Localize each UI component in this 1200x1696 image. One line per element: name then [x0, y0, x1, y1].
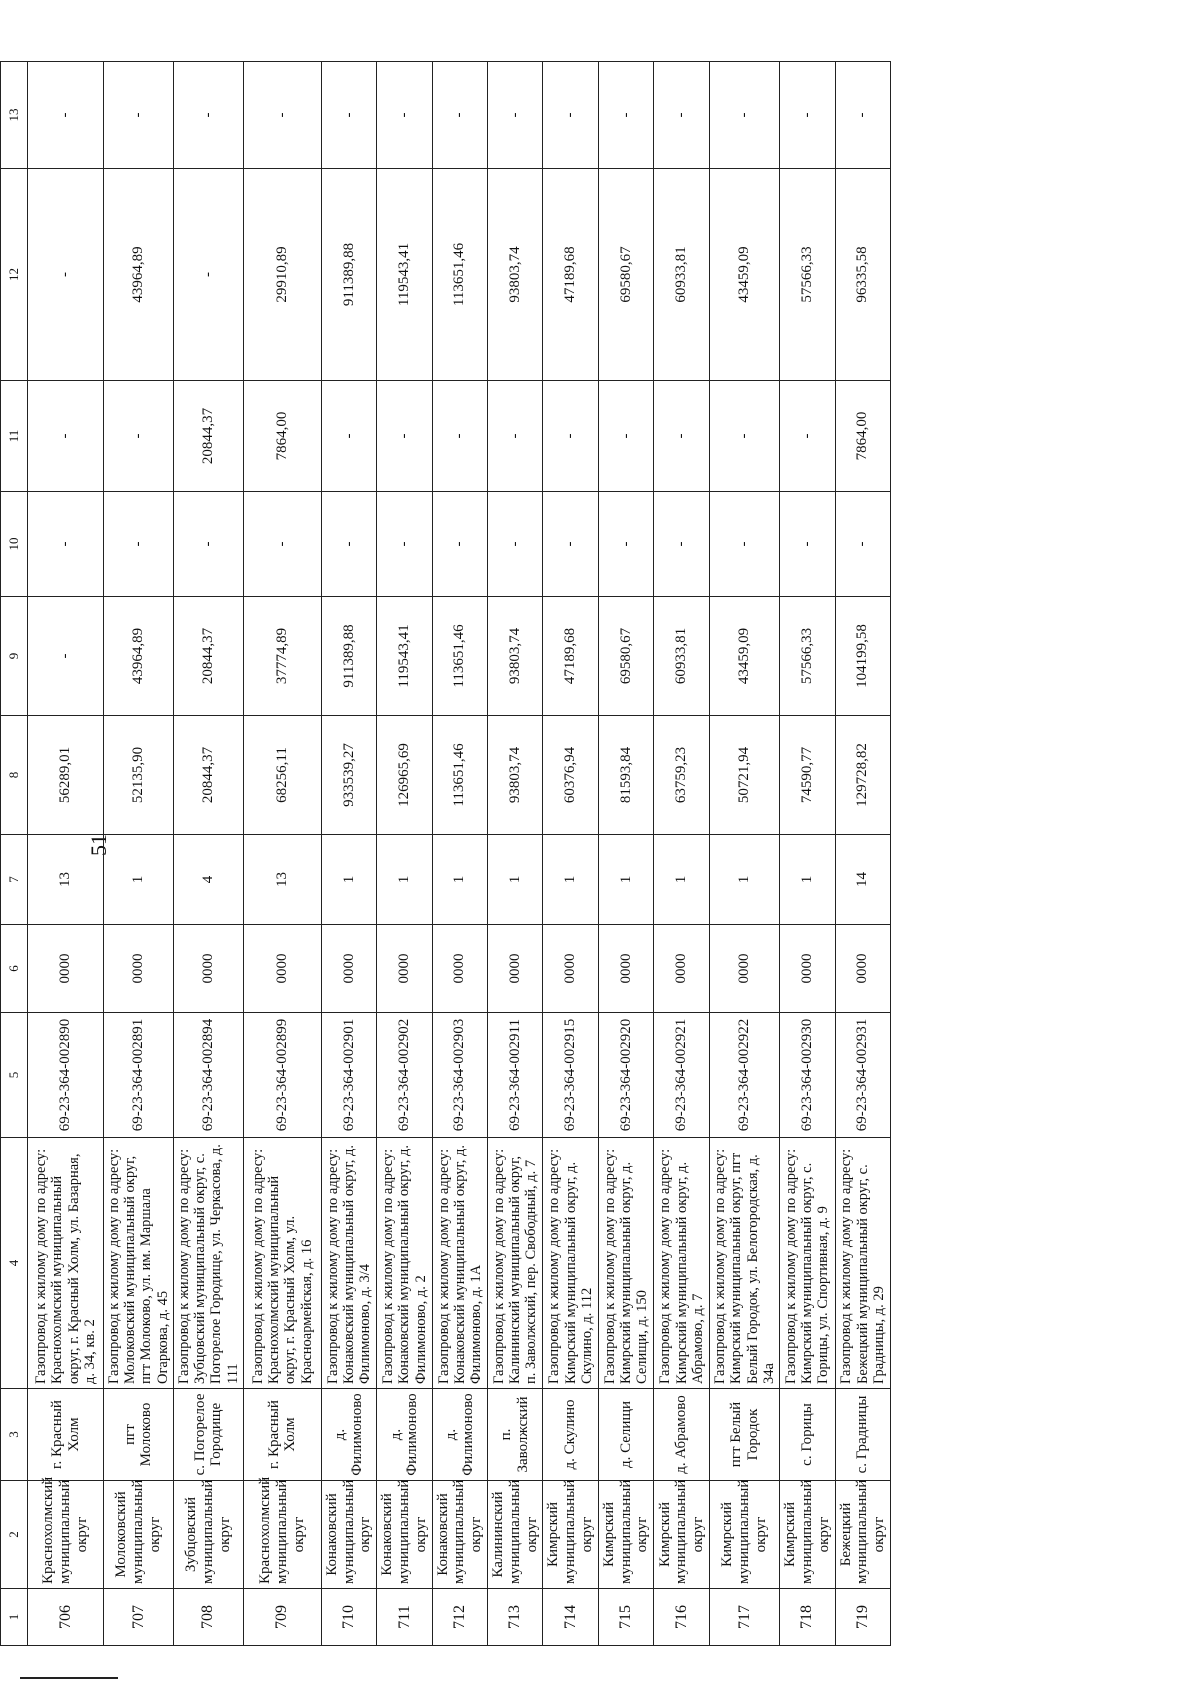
- district-cell: Конаковский муниципальный округ: [321, 1481, 376, 1589]
- col11-amount: -: [377, 381, 432, 492]
- col10-amount: -: [598, 492, 653, 597]
- col7-value: 1: [104, 835, 174, 925]
- row-number: 716: [654, 1589, 710, 1646]
- col7-value: 1: [543, 835, 598, 925]
- object-code: 69-23-364-002901: [321, 1013, 376, 1138]
- col11-amount: -: [654, 381, 710, 492]
- row-number: 708: [173, 1589, 243, 1646]
- col13-amount: -: [243, 62, 321, 169]
- column-number-header: 12: [1, 169, 28, 381]
- object-code: 69-23-364-002930: [780, 1013, 835, 1138]
- col7-value: 13: [243, 835, 321, 925]
- district-cell: Краснохолмский муниципальный округ: [243, 1481, 321, 1589]
- table-row: [104, 62, 174, 1646]
- col13-amount: -: [543, 62, 598, 169]
- col6-code: 0000: [173, 925, 243, 1013]
- col11-amount: -: [488, 381, 543, 492]
- object-code: 69-23-364-002915: [543, 1013, 598, 1138]
- col6-code: 0000: [835, 925, 890, 1013]
- col13-amount: -: [432, 62, 487, 169]
- col8-amount: 113651,46: [432, 716, 487, 835]
- table-row: [598, 62, 653, 1646]
- column-number-header: 7: [1, 835, 28, 925]
- col8-amount: 63759,23: [654, 716, 710, 835]
- col6-code: 0000: [321, 925, 376, 1013]
- column-number-header: 4: [1, 1138, 28, 1389]
- col10-amount: -: [710, 492, 780, 597]
- row-number: 709: [243, 1589, 321, 1646]
- col13-amount: -: [780, 62, 835, 169]
- table-row: [173, 62, 243, 1646]
- col9-amount: -: [28, 597, 104, 716]
- locality-cell: пгт Белый Городок: [710, 1389, 780, 1481]
- col12-amount: 93803,74: [488, 169, 543, 381]
- locality-cell: д. Селищи: [598, 1389, 653, 1481]
- district-cell: Краснохолмский муниципальный округ: [28, 1481, 104, 1589]
- footer-rule: [20, 1677, 118, 1679]
- col9-amount: 43964,89: [104, 597, 174, 716]
- district-cell: Кимрский муниципальный округ: [780, 1481, 835, 1589]
- table-row: [377, 62, 432, 1646]
- col8-amount: 129728,82: [835, 716, 890, 835]
- col6-code: 0000: [543, 925, 598, 1013]
- column-number-header: 9: [1, 597, 28, 716]
- col8-amount: 126965,69: [377, 716, 432, 835]
- col13-amount: -: [488, 62, 543, 169]
- col12-amount: 96335,58: [835, 169, 890, 381]
- col13-amount: -: [104, 62, 174, 169]
- col13-amount: -: [710, 62, 780, 169]
- col7-value: 14: [835, 835, 890, 925]
- col10-amount: -: [432, 492, 487, 597]
- col9-amount: 43459,09: [710, 597, 780, 716]
- row-number: 719: [835, 1589, 890, 1646]
- locality-cell: д. Абрамово: [654, 1389, 710, 1481]
- col13-amount: -: [598, 62, 653, 169]
- column-number-header: 1: [1, 1589, 28, 1646]
- col9-amount: 20844,37: [173, 597, 243, 716]
- col8-amount: 50721,94: [710, 716, 780, 835]
- object-description: Газопровод к жилому дому по адресу: Кимрский муниципальный округ, д. Абрамово, д. 7: [654, 1138, 710, 1389]
- district-cell: Кимрский муниципальный округ: [710, 1481, 780, 1589]
- locality-cell: г. Красный Холм: [243, 1389, 321, 1481]
- col10-amount: -: [321, 492, 376, 597]
- col10-amount: -: [780, 492, 835, 597]
- column-number-header: 10: [1, 492, 28, 597]
- col7-value: 4: [173, 835, 243, 925]
- col10-amount: -: [654, 492, 710, 597]
- col8-amount: 74590,77: [780, 716, 835, 835]
- col6-code: 0000: [598, 925, 653, 1013]
- register-table: [0, 61, 891, 1646]
- col9-amount: 47189,68: [543, 597, 598, 716]
- col8-amount: 60376,94: [543, 716, 598, 835]
- col13-amount: -: [835, 62, 890, 169]
- object-description: Газопровод к жилому дому по адресу: Молоковский муниципальный округ, пгт Молоково, ул. им. Маршала Огаркова, д. 45: [104, 1138, 174, 1389]
- locality-cell: д. Филимоново: [321, 1389, 376, 1481]
- col11-amount: -: [28, 381, 104, 492]
- locality-cell: п. Заволжский: [488, 1389, 543, 1481]
- locality-cell: с. Погорелое Городище: [173, 1389, 243, 1481]
- col13-amount: -: [321, 62, 376, 169]
- col11-amount: 7864,00: [835, 381, 890, 492]
- col7-value: 1: [710, 835, 780, 925]
- object-description: Газопровод к жилому дому по адресу: Кимрский муниципальный округ, д. Селищи, д. 150: [598, 1138, 653, 1389]
- object-description: Газопровод к жилому дому по адресу: Кимрский муниципальный округ, д. Скулино, д. 112: [543, 1138, 598, 1389]
- district-cell: Зубцовский муниципальный округ: [173, 1481, 243, 1589]
- col13-amount: -: [173, 62, 243, 169]
- object-description: Газопровод к жилому дому по адресу: Конаковский муниципальный округ, д. Филимоново, д. 2: [377, 1138, 432, 1389]
- col7-value: 1: [432, 835, 487, 925]
- row-number: 710: [321, 1589, 376, 1646]
- col11-amount: -: [780, 381, 835, 492]
- col11-amount: 20844,37: [173, 381, 243, 492]
- col7-value: 1: [488, 835, 543, 925]
- col6-code: 0000: [377, 925, 432, 1013]
- table-row: [654, 62, 710, 1646]
- col12-amount: 113651,46: [432, 169, 487, 381]
- header-row: [1, 62, 28, 1646]
- col10-amount: -: [835, 492, 890, 597]
- col8-amount: 933539,27: [321, 716, 376, 835]
- row-number: 706: [28, 1589, 104, 1646]
- table-row: [780, 62, 835, 1646]
- object-code: 69-23-364-002911: [488, 1013, 543, 1138]
- col10-amount: -: [28, 492, 104, 597]
- col11-amount: -: [710, 381, 780, 492]
- col7-value: 1: [598, 835, 653, 925]
- col11-amount: -: [432, 381, 487, 492]
- col7-value: 1: [654, 835, 710, 925]
- object-code: 69-23-364-002894: [173, 1013, 243, 1138]
- column-number-header: 5: [1, 1013, 28, 1138]
- district-cell: Кимрский муниципальный округ: [543, 1481, 598, 1589]
- locality-cell: д. Скулино: [543, 1389, 598, 1481]
- locality-cell: с. Горицы: [780, 1389, 835, 1481]
- col12-amount: 43459,09: [710, 169, 780, 381]
- col6-code: 0000: [28, 925, 104, 1013]
- col12-amount: 47189,68: [543, 169, 598, 381]
- col13-amount: -: [377, 62, 432, 169]
- row-number: 707: [104, 1589, 174, 1646]
- col9-amount: 57566,33: [780, 597, 835, 716]
- district-cell: Конаковский муниципальный округ: [377, 1481, 432, 1589]
- col11-amount: -: [598, 381, 653, 492]
- table-row: [835, 62, 890, 1646]
- col12-amount: 119543,41: [377, 169, 432, 381]
- col9-amount: 37774,89: [243, 597, 321, 716]
- object-code: 69-23-364-002903: [432, 1013, 487, 1138]
- col6-code: 0000: [243, 925, 321, 1013]
- object-code: 69-23-364-002931: [835, 1013, 890, 1138]
- row-number: 711: [377, 1589, 432, 1646]
- row-number: 713: [488, 1589, 543, 1646]
- col9-amount: 911389,88: [321, 597, 376, 716]
- col10-amount: -: [377, 492, 432, 597]
- column-number-header: 6: [1, 925, 28, 1013]
- row-number: 712: [432, 1589, 487, 1646]
- column-number-header: 2: [1, 1481, 28, 1589]
- col9-amount: 119543,41: [377, 597, 432, 716]
- row-number: 718: [780, 1589, 835, 1646]
- district-cell: Бежецкий муниципальный округ: [835, 1481, 890, 1589]
- col10-amount: -: [543, 492, 598, 597]
- col11-amount: -: [321, 381, 376, 492]
- table-row: [28, 62, 104, 1646]
- col8-amount: 81593,84: [598, 716, 653, 835]
- col12-amount: 60933,81: [654, 169, 710, 381]
- col9-amount: 113651,46: [432, 597, 487, 716]
- row-number: 714: [543, 1589, 598, 1646]
- col13-amount: -: [654, 62, 710, 169]
- col12-amount: -: [28, 169, 104, 381]
- rotated-table-wrapper: [0, 62, 1200, 1646]
- object-description: Газопровод к жилому дому по адресу: Зубцовский муниципальный округ, с. Погорелое Городище, ул. Черкасова, д. 111: [173, 1138, 243, 1389]
- object-code: 69-23-364-002890: [28, 1013, 104, 1138]
- object-description: Газопровод к жилому дому по адресу: Кимрский муниципальный округ, с. Горицы, ул. Спортивная, д. 9: [780, 1138, 835, 1389]
- col12-amount: 29910,89: [243, 169, 321, 381]
- col7-value: 1: [780, 835, 835, 925]
- col12-amount: 57566,33: [780, 169, 835, 381]
- col8-amount: 56289,01: [28, 716, 104, 835]
- col9-amount: 60933,81: [654, 597, 710, 716]
- district-cell: Молоковский муниципальный округ: [104, 1481, 174, 1589]
- col10-amount: -: [173, 492, 243, 597]
- object-description: Газопровод к жилому дому по адресу: Калининский муниципальный округ, п. Заволжский, пер. Свободный, д. 7: [488, 1138, 543, 1389]
- col6-code: 0000: [710, 925, 780, 1013]
- object-code: 69-23-364-002902: [377, 1013, 432, 1138]
- row-number: 715: [598, 1589, 653, 1646]
- locality-cell: д. Филимоново: [377, 1389, 432, 1481]
- col6-code: 0000: [432, 925, 487, 1013]
- col10-amount: -: [104, 492, 174, 597]
- object-description: Газопровод к жилому дому по адресу: Краснохолмский муниципальный округ, г. Красный Холм, ул. Красноармейская, д. 16: [243, 1138, 321, 1389]
- object-description: Газопровод к жилому дому по адресу: Конаковский муниципальный округ, д. Филимоново, д. 1А: [432, 1138, 487, 1389]
- col11-amount: -: [543, 381, 598, 492]
- col12-amount: 911389,88: [321, 169, 376, 381]
- locality-cell: пгт Молоково: [104, 1389, 174, 1481]
- object-code: 69-23-364-002921: [654, 1013, 710, 1138]
- col10-amount: -: [243, 492, 321, 597]
- locality-cell: д. Филимоново: [432, 1389, 487, 1481]
- locality-cell: с. Градницы: [835, 1389, 890, 1481]
- object-code: 69-23-364-002891: [104, 1013, 174, 1138]
- col12-amount: 69580,67: [598, 169, 653, 381]
- object-code: 69-23-364-002899: [243, 1013, 321, 1138]
- row-number: 717: [710, 1589, 780, 1646]
- page-number: 51: [86, 834, 111, 856]
- table-row: [432, 62, 487, 1646]
- object-description: Газопровод к жилому дому по адресу: Конаковский муниципальный округ, д. Филимоново, д. 3/4: [321, 1138, 376, 1389]
- col8-amount: 68256,11: [243, 716, 321, 835]
- col8-amount: 93803,74: [488, 716, 543, 835]
- object-description: Газопровод к жилому дому по адресу: Бежецкий муниципальный округ, с. Градницы, д. 29: [835, 1138, 890, 1389]
- district-cell: Кимрский муниципальный округ: [654, 1481, 710, 1589]
- col11-amount: 7864,00: [243, 381, 321, 492]
- col10-amount: -: [488, 492, 543, 597]
- col6-code: 0000: [104, 925, 174, 1013]
- table-row: [488, 62, 543, 1646]
- object-code: 69-23-364-002922: [710, 1013, 780, 1138]
- object-description: Газопровод к жилому дому по адресу: Краснохолмский муниципальный округ, г. Красный Холм, ул. Базарная, д. 34, кв. 2: [28, 1138, 104, 1389]
- column-number-header: 13: [1, 62, 28, 169]
- col9-amount: 69580,67: [598, 597, 653, 716]
- col13-amount: -: [28, 62, 104, 169]
- col12-amount: -: [173, 169, 243, 381]
- col7-value: 1: [377, 835, 432, 925]
- column-number-header: 3: [1, 1389, 28, 1481]
- district-cell: Конаковский муниципальный округ: [432, 1481, 487, 1589]
- table-body: [1, 62, 891, 1646]
- column-number-header: 8: [1, 716, 28, 835]
- col6-code: 0000: [488, 925, 543, 1013]
- object-description: Газопровод к жилому дому по адресу: Кимрский муниципальный округ, пгт Белый Городок, ул. Белогородская, д. 34а: [710, 1138, 780, 1389]
- district-cell: Калининский муниципальный округ: [488, 1481, 543, 1589]
- col6-code: 0000: [780, 925, 835, 1013]
- col8-amount: 20844,37: [173, 716, 243, 835]
- col7-value: 13: [28, 835, 104, 925]
- table-row: [243, 62, 321, 1646]
- table-row: [321, 62, 376, 1646]
- col11-amount: -: [104, 381, 174, 492]
- col9-amount: 93803,74: [488, 597, 543, 716]
- object-code: 69-23-364-002920: [598, 1013, 653, 1138]
- col8-amount: 52135,90: [104, 716, 174, 835]
- column-number-header: 11: [1, 381, 28, 492]
- district-cell: Кимрский муниципальный округ: [598, 1481, 653, 1589]
- col7-value: 1: [321, 835, 376, 925]
- col9-amount: 104199,58: [835, 597, 890, 716]
- table-row: [543, 62, 598, 1646]
- table-row: [710, 62, 780, 1646]
- col12-amount: 43964,89: [104, 169, 174, 381]
- locality-cell: г. Красный Холм: [28, 1389, 104, 1481]
- col6-code: 0000: [654, 925, 710, 1013]
